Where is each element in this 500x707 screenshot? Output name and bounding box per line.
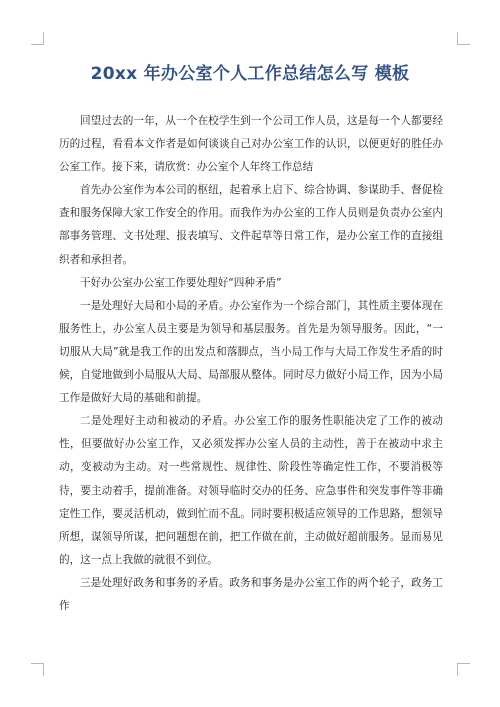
crop-mark-top-left: [31, 32, 44, 45]
crop-mark-bottom-left: [31, 663, 44, 676]
paragraph-point-two: 二是处理好主动和被动的矛盾。办公室工作的服务性职能决定了工作的被动性，但要做好办公室工作，又必须发挥办公室人员的主动性，善于在被动中求主动，变被动为主动。对一些常规性、规律性、阶段性等确定性工作，不要消极等待，要主动着手，提前准备。对领导临时交办的任务、应急事件和突发事件等非确定性工作，要灵活机动，做到忙而不乱。同时要积极适应领导的工作思路，想领导所想，谋领导所谋，把问题想在前，把工作做在前，主动做好超前服务。显而易见的，这一点上我做的就很不到位。: [59, 415, 443, 566]
paragraph-point-three: 三是处理好政务和事务的矛盾。政务和事务是办公室工作的两个轮子，政务工作: [59, 576, 443, 612]
document-body: [59, 110, 443, 618]
crop-mark-top-right: [457, 32, 470, 45]
crop-mark-bottom-right: [457, 663, 470, 676]
paragraph-intro: 回望过去的一年，从一个在校学生到一个公司工作人员，这是每一个人都要经历的过程，看看本文作者是如何谈谈自己对办公室工作的认识，以便更好的胜任办公室工作。接下来，请欣赏：办公室个人年终工作总结: [59, 115, 443, 174]
paragraph-four-contradictions: 干好办公室办公室工作要处理好“四种矛盾”: [80, 276, 282, 289]
paragraph-office-role: 首先办公室作为本公司的枢纽，起着承上启下、综合协调、参谋助手、督促检查和服务保障大家工作安全的作用。而我作为办公室的工作人员则是负责办公室内部事务管理、文书处理、报表填写、文件起草等日常工作，是办公室工作的直接组织者和承担者。: [59, 184, 443, 266]
document-title: 20xx 年办公室个人工作总结怎么写 模板: [90, 64, 410, 84]
paragraph-point-one: 一是处理好大局和小局的矛盾。办公室作为一个综合部门，其性质主要体现在服务性上，办公室人员主要是为领导和基层服务。首先是为领导服务。因此，“一切服从大局”就是我工作的出发点和落脚点，当小局工作与大局工作发生矛盾的时候，自觉地做到小局服从大局、局部服从整体。同时尽力做好小局工作，因为小局工作是做好大局的基础和前提。: [59, 299, 443, 405]
